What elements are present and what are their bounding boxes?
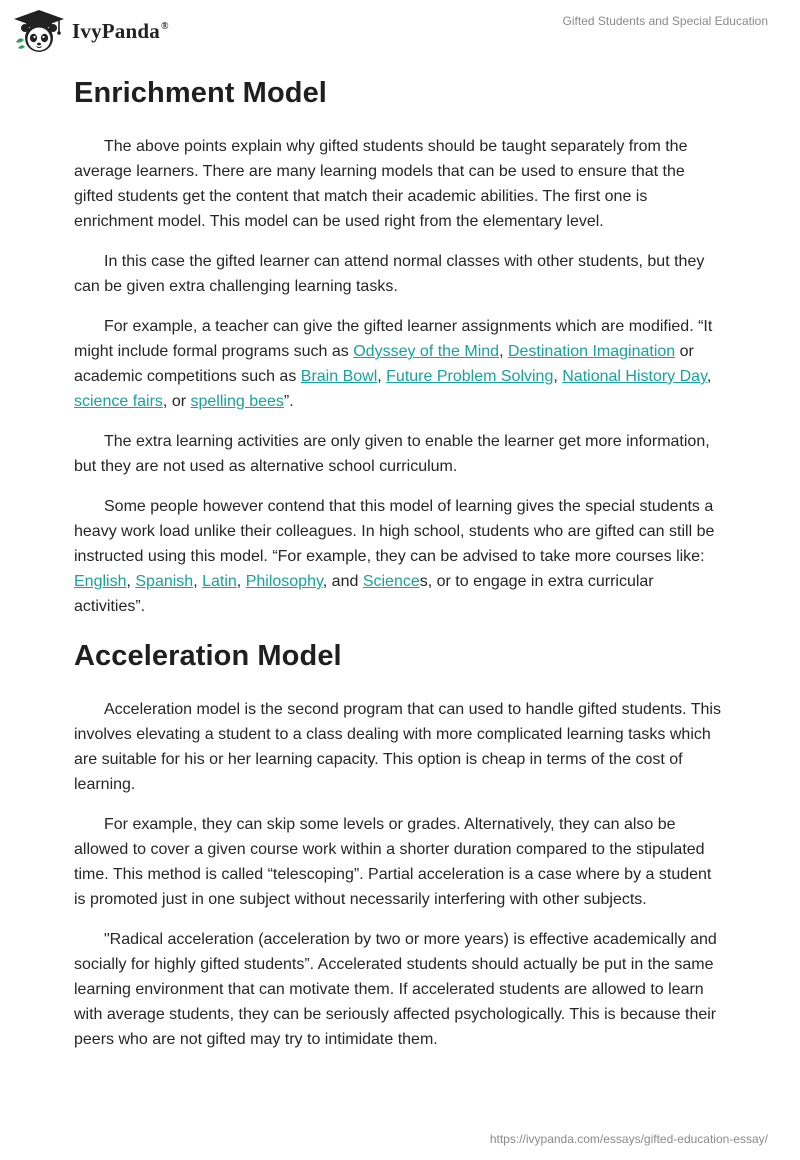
link-science[interactable]: Science: [362, 573, 420, 590]
link-science-fairs[interactable]: science fairs: [74, 393, 163, 410]
brand-text: IvyPanda: [72, 18, 160, 43]
paragraph: Acceleration model is the second program that can used to handle gifted students. This involves elevating a student to a class dealing with more complicated learning tasks which are suitable for his or her learning capacity. This option is cheap in terms of the cost of learning.: [74, 701, 721, 793]
text: For example, a teacher can give the gifted learner assignments which are modified. “It might include formal programs such as: [74, 318, 713, 360]
registered-mark: ®: [160, 20, 169, 32]
paragraph: For example, they can skip some levels or grades. Alternatively, they can also be allowed to cover a given course work within a shorter duration compared to the stipulated time. This method is called “telescoping”. Partial acceleration is a case where by a student is promoted just in one subject without necessarily interfering with other subjects.: [74, 816, 712, 908]
section-heading-acceleration: Acceleration Model: [74, 640, 342, 672]
logo[interactable]: [12, 8, 169, 54]
paragraph-with-links: [74, 314, 724, 414]
text: ,: [499, 343, 508, 360]
brand-name: [72, 19, 169, 44]
page-header: [0, 0, 800, 60]
text: ,: [236, 573, 246, 590]
text: ,: [377, 368, 387, 385]
text: ,: [553, 368, 563, 385]
text: ,: [193, 573, 203, 590]
panda-logo-icon: [12, 8, 66, 54]
link-brain-bowl[interactable]: Brain Bowl: [300, 368, 378, 385]
paragraph: "Radical acceleration (acceleration by two or more years) is effective academically and socially for highly gifted students”. Accelerated students should actually be put in the same learning environment that can motivate them. If accelerated students are allowed to learn with average students, they can be seriously affected psychologically. This is because their peers who are not gifted may try to intimidate them.: [74, 931, 717, 1048]
paragraph-with-links: [74, 494, 724, 619]
link-national-history-day[interactable]: National History Day: [562, 368, 707, 385]
article-content: [74, 70, 724, 1067]
text: ,: [706, 368, 712, 385]
text: ”.: [283, 393, 294, 410]
text: or academic competitions such as: [74, 343, 694, 385]
text: , and: [322, 573, 363, 590]
text: , or: [162, 393, 191, 410]
text: s, or to engage in extra curricular activities”.: [74, 573, 654, 615]
section-heading-enrichment: Enrichment Model: [74, 77, 327, 109]
text: Some people however contend that this model of learning gives the special students a heavy work load unlike their colleagues. In high school, students who are gifted can still be instructed using this model. “For example, they can be advised to take more courses like:: [74, 498, 715, 565]
link-odyssey-of-the-mind[interactable]: Odyssey of the Mind: [353, 343, 500, 360]
link-latin[interactable]: Latin: [202, 573, 237, 590]
link-spelling-bees[interactable]: spelling bees: [190, 393, 284, 410]
link-english[interactable]: English: [74, 573, 127, 590]
paragraph: The extra learning activities are only given to enable the learner get more information, but they are not used as alternative school curriculum.: [74, 433, 710, 475]
paragraph: The above points explain why gifted students should be taught separately from the average learners. There are many learning models that can be used to ensure that the gifted students get the content that match their academic abilities. The first one is enrichment model. This model can be used right from the elementary level.: [74, 138, 688, 230]
document-title: Gifted Students and Special Education: [562, 14, 768, 28]
text: ,: [126, 573, 136, 590]
link-spanish[interactable]: Spanish: [135, 573, 194, 590]
link-future-problem-solving[interactable]: Future Problem Solving: [386, 368, 554, 385]
link-philosophy[interactable]: Philosophy: [245, 573, 323, 590]
paragraph: In this case the gifted learner can attend normal classes with other students, but they can be given extra challenging learning tasks.: [74, 253, 705, 295]
source-url: https://ivypanda.com/essays/gifted-education-essay/: [489, 1132, 768, 1146]
link-destination-imagination[interactable]: Destination Imagination: [507, 343, 676, 360]
